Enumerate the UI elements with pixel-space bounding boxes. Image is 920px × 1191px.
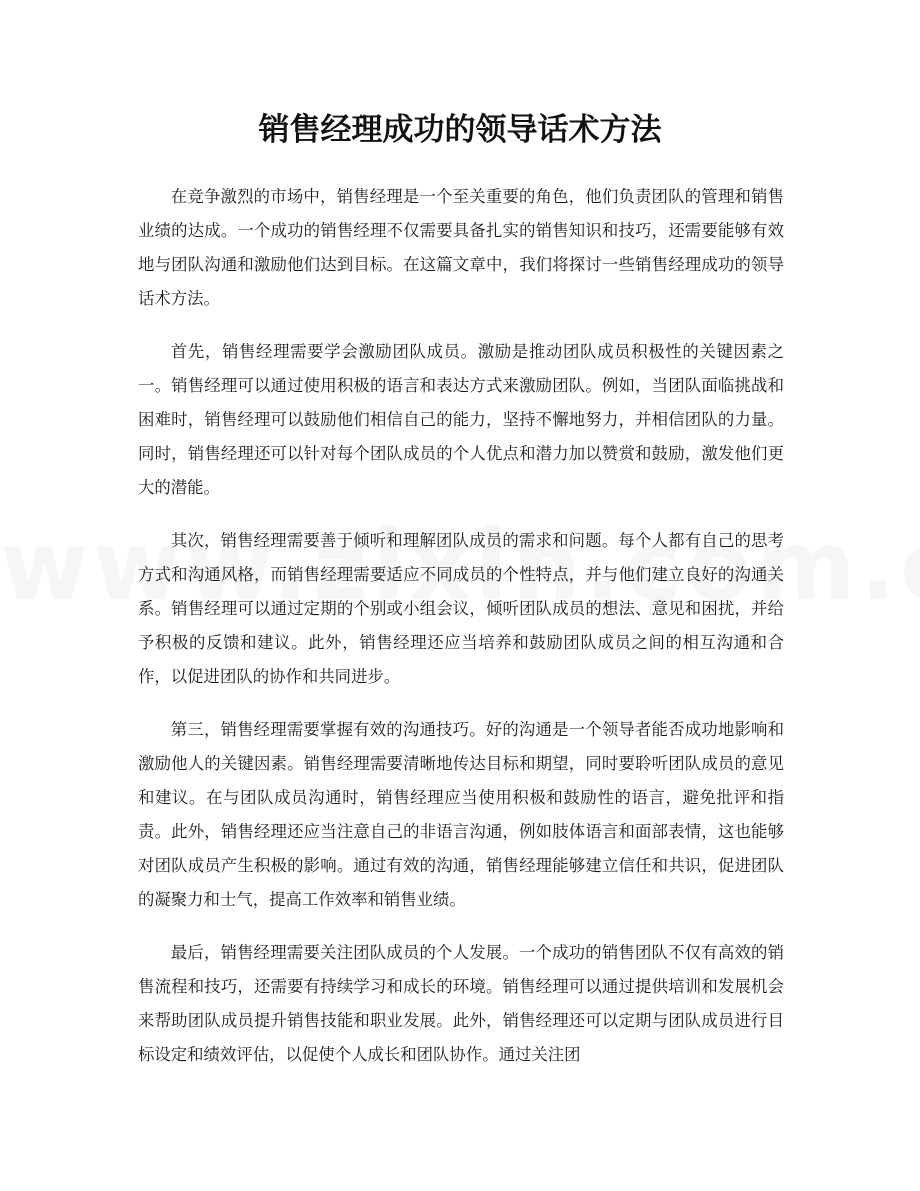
paragraph-communication-skills: 第三，销售经理需要掌握有效的沟通技巧。好的沟通是一个领导者能否成功地影响和激励他人的关键因素。销售经理需要清晰地传达目标和期望，同时要聆听团队成员的意见和建议。在与团队成员沟通时，销售经理应当使用积极和鼓励性的语言，避免批评和指责。此外，销售经理还应当注意自己的非语言沟通，例如肢体语言和面部表情，这也能够对团队成员产生积极的影响。通过有效的沟通，销售经理能够建立信任和共识，促进团队的凝聚力和士气，提高工作效率和销售业绩。: [138, 720, 784, 909]
paragraph-intro: 在竞争激烈的市场中，销售经理是一个至关重要的角色，他们负责团队的管理和销售业绩的达成。一个成功的销售经理不仅需要具备扎实的销售知识和技巧，还需要能够有效地与团队沟通和激励他们达到目标。在这篇文章中，我们将探讨一些销售经理成功的领导话术方法。: [138, 187, 784, 308]
paragraph-listen-understand: 其次，销售经理需要善于倾听和理解团队成员的需求和问题。每个人都有自己的思考方式和沟通风格，而销售经理需要适应不同成员的个性特点，并与他们建立良好的沟通关系。销售经理可以通过定期的个别或小组会议，倾听团队成员的想法、意见和困扰，并给予积极的反馈和建议。此外，销售经理还应当培养和鼓励团队成员之间的相互沟通和合作，以促进团队的协作和共同进步。: [138, 531, 784, 686]
document-body: [138, 180, 784, 1091]
paragraph-motivate-team: 首先，销售经理需要学会激励团队成员。激励是推动团队成员积极性的关键因素之一。销售经理可以通过使用积极的语言和表达方式来激励团队。例如，当团队面临挑战和困难时，销售经理可以鼓励他们相信自己的能力，坚持不懈地努力，并相信团队的力量。同时，销售经理还可以针对每个团队成员的个人优点和潜力加以赞赏和鼓励，激发他们更大的潜能。: [138, 342, 784, 497]
paragraph-personal-development: 最后，销售经理需要关注团队成员的个人发展。一个成功的销售团队不仅有高效的销售流程和技巧，还需要有持续学习和成长的环境。销售经理可以通过提供培训和发展机会来帮助团队成员提升销售技能和职业发展。此外，销售经理还可以定期与团队成员进行目标设定和绩效评估，以促使个人成长和团队协作。通过关注团: [138, 943, 784, 1064]
document-title: 销售经理成功的领导话术方法: [258, 112, 662, 148]
